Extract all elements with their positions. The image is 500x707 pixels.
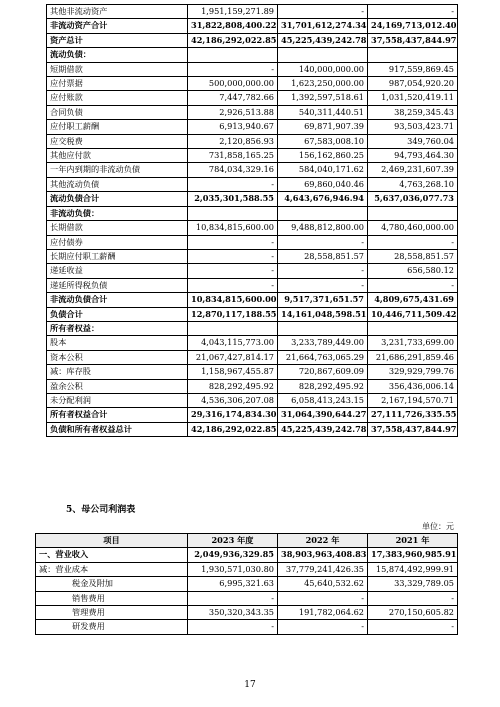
value-2022: - xyxy=(278,235,368,249)
row-label: 应付职工薪酬 xyxy=(47,120,188,134)
value-2022: 191,782,064.62 xyxy=(278,606,368,620)
value-2023: 731,858,165.25 xyxy=(188,149,278,163)
header-item: 项目 xyxy=(36,534,188,548)
table-row xyxy=(36,577,458,591)
value-2021: 94,793,464.30 xyxy=(368,149,458,163)
value-2023: - xyxy=(188,620,278,634)
value-2023: 29,316,174,834.30 xyxy=(188,408,278,422)
balance-sheet-table xyxy=(46,4,458,437)
table-row xyxy=(47,19,458,33)
unit-label: 单位：元 xyxy=(422,522,454,531)
row-label: 未分配利润 xyxy=(47,393,188,407)
value-2023: 31,822,808,400.22 xyxy=(188,19,278,33)
value-2021: 4,809,675,431.69 xyxy=(368,293,458,307)
row-label: 负债合计 xyxy=(47,307,188,321)
value-2022: 584,040,171.62 xyxy=(278,163,368,177)
value-2021: - xyxy=(368,235,458,249)
value-2021: 21,686,291,859.46 xyxy=(368,350,458,364)
table-row xyxy=(47,77,458,91)
row-label: 减：库存股 xyxy=(47,365,188,379)
value-2022: 38,903,963,408.83 xyxy=(278,548,368,562)
value-2021: 4,763,268.10 xyxy=(368,177,458,191)
value-2022: - xyxy=(278,278,368,292)
value-2023: 500,000,000.00 xyxy=(188,77,278,91)
value-2022: 14,161,048,598.51 xyxy=(278,307,368,321)
row-label: 非流动资产合计 xyxy=(47,19,188,33)
value-2023: - xyxy=(188,177,278,191)
header-2023: 2023 年度 xyxy=(188,534,278,548)
value-2022: 67,583,008.10 xyxy=(278,134,368,148)
table-row xyxy=(47,336,458,350)
table-row xyxy=(36,591,458,605)
table-row xyxy=(36,562,458,576)
value-2023: 1,930,571,030.80 xyxy=(188,562,278,576)
row-label: 应付票据 xyxy=(47,77,188,91)
value-2021: 987,054,920.20 xyxy=(368,77,458,91)
row-label: 销售费用 xyxy=(36,591,188,605)
value-2023: - xyxy=(188,249,278,263)
row-label: 长期应付职工薪酬 xyxy=(47,249,188,263)
table-row xyxy=(47,206,458,220)
value-2021: 917,559,869.45 xyxy=(368,62,458,76)
value-2022: 828,292,495.92 xyxy=(278,379,368,393)
value-2023: 21,067,427,814.17 xyxy=(188,350,278,364)
row-label: 资本公积 xyxy=(47,350,188,364)
value-2021: 10,446,711,509.42 xyxy=(368,307,458,321)
value-2023: - xyxy=(188,264,278,278)
row-label: 应交税费 xyxy=(47,134,188,148)
value-2021: 28,558,851.57 xyxy=(368,249,458,263)
value-2023: 6,913,940.67 xyxy=(188,120,278,134)
value-2023: 1,158,967,455.87 xyxy=(188,365,278,379)
table-row xyxy=(47,235,458,249)
value-2021: 2,167,194,570.71 xyxy=(368,393,458,407)
value-2022: 140,000,000.00 xyxy=(278,62,368,76)
table-row xyxy=(36,548,458,562)
value-2022 xyxy=(278,48,368,62)
table-row xyxy=(47,379,458,393)
table-row xyxy=(47,221,458,235)
row-label: 短期借款 xyxy=(47,62,188,76)
value-2023: 7,447,782.66 xyxy=(188,91,278,105)
table-row xyxy=(47,293,458,307)
value-2021: 356,436,006.14 xyxy=(368,379,458,393)
row-label: 税金及附加 xyxy=(36,577,188,591)
value-2023: 2,120,856.93 xyxy=(188,134,278,148)
row-label: 盈余公积 xyxy=(47,379,188,393)
income-statement-header-row xyxy=(36,534,458,548)
table-row xyxy=(47,33,458,47)
table-row xyxy=(47,163,458,177)
value-2023: 10,834,815,600.00 xyxy=(188,293,278,307)
table-row xyxy=(47,177,458,191)
income-statement-body xyxy=(36,548,458,634)
value-2021: 17,383,960,985.91 xyxy=(368,548,458,562)
value-2021: 93,503,423.71 xyxy=(368,120,458,134)
value-2022: 9,517,371,651.57 xyxy=(278,293,368,307)
row-label: 其他非流动资产 xyxy=(47,5,188,19)
value-2021 xyxy=(368,48,458,62)
table-row xyxy=(47,393,458,407)
value-2023 xyxy=(188,48,278,62)
value-2021: 270,150,605.82 xyxy=(368,606,458,620)
value-2023: 350,320,343.35 xyxy=(188,606,278,620)
table-row xyxy=(47,422,458,436)
value-2022: 69,871,907.39 xyxy=(278,120,368,134)
value-2023: 42,186,292,022.85 xyxy=(188,422,278,436)
value-2023: 1,951,159,271.89 xyxy=(188,5,278,19)
value-2022: 4,643,676,946.94 xyxy=(278,192,368,206)
row-label: 研发费用 xyxy=(36,620,188,634)
value-2022: 540,311,440.51 xyxy=(278,105,368,119)
table-row xyxy=(47,408,458,422)
value-2023: 4,536,306,207.08 xyxy=(188,393,278,407)
row-label: 应付账款 xyxy=(47,91,188,105)
table-row xyxy=(47,307,458,321)
value-2023: 2,035,301,588.55 xyxy=(188,192,278,206)
value-2022: 28,558,851.57 xyxy=(278,249,368,263)
value-2023: 6,995,321.63 xyxy=(188,577,278,591)
value-2022: 156,162,860.25 xyxy=(278,149,368,163)
value-2023: 10,834,815,600.00 xyxy=(188,221,278,235)
table-row xyxy=(47,278,458,292)
value-2023: 4,043,115,773.00 xyxy=(188,336,278,350)
table-row xyxy=(47,120,458,134)
value-2023: 784,034,329.16 xyxy=(188,163,278,177)
value-2021 xyxy=(368,206,458,220)
value-2021: - xyxy=(368,591,458,605)
value-2022: 3,233,789,449.00 xyxy=(278,336,368,350)
row-label: 长期借款 xyxy=(47,221,188,235)
header-2022: 2022 年 xyxy=(278,534,368,548)
value-2023: - xyxy=(188,278,278,292)
value-2022: 1,392,597,518.61 xyxy=(278,91,368,105)
header-2021: 2021 年 xyxy=(368,534,458,548)
row-label: 一年内到期的非流动负债 xyxy=(47,163,188,177)
table-row xyxy=(47,249,458,263)
value-2021: 27,111,726,335.55 xyxy=(368,408,458,422)
row-label: 其他流动负债 xyxy=(47,177,188,191)
value-2023: 2,926,513.88 xyxy=(188,105,278,119)
value-2021: - xyxy=(368,620,458,634)
value-2022 xyxy=(278,206,368,220)
value-2022: 31,701,612,274.34 xyxy=(278,19,368,33)
value-2021: 15,874,492,999.91 xyxy=(368,562,458,576)
row-label: 流动负债合计 xyxy=(47,192,188,206)
income-statement-table xyxy=(35,533,458,635)
value-2022: 6,058,413,243.15 xyxy=(278,393,368,407)
value-2021: 37,558,437,844.97 xyxy=(368,422,458,436)
value-2021: 4,780,460,000.00 xyxy=(368,221,458,235)
value-2023: 12,870,117,188.55 xyxy=(188,307,278,321)
value-2023: 2,049,936,329.85 xyxy=(188,548,278,562)
table-row xyxy=(47,365,458,379)
value-2022: 9,488,812,800.00 xyxy=(278,221,368,235)
row-label: 非流动负债： xyxy=(47,206,188,220)
table-row xyxy=(47,321,458,335)
value-2021: 5,637,036,077.73 xyxy=(368,192,458,206)
value-2021: 656,580.12 xyxy=(368,264,458,278)
table-row xyxy=(36,620,458,634)
table-row xyxy=(47,62,458,76)
value-2022 xyxy=(278,321,368,335)
value-2021: 33,329,789.05 xyxy=(368,577,458,591)
value-2022: 720,867,609.09 xyxy=(278,365,368,379)
income-statement-title: 5、母公司利润表 xyxy=(66,505,136,515)
row-label: 所有者权益合计 xyxy=(47,408,188,422)
row-label: 资产总计 xyxy=(47,33,188,47)
table-row xyxy=(36,606,458,620)
value-2022: - xyxy=(278,620,368,634)
row-label: 递延收益 xyxy=(47,264,188,278)
value-2022: - xyxy=(278,5,368,19)
table-row xyxy=(47,264,458,278)
value-2023: 42,186,292,022.85 xyxy=(188,33,278,47)
row-label: 所有者权益： xyxy=(47,321,188,335)
value-2022: 31,064,390,644.27 xyxy=(278,408,368,422)
value-2021: 38,259,345.43 xyxy=(368,105,458,119)
table-row xyxy=(47,149,458,163)
row-label: 一、营业收入 xyxy=(36,548,188,562)
page-number: 17 xyxy=(244,680,256,690)
table-row xyxy=(47,48,458,62)
value-2021: - xyxy=(368,278,458,292)
value-2021: - xyxy=(368,5,458,19)
row-label: 管理费用 xyxy=(36,606,188,620)
value-2023 xyxy=(188,206,278,220)
value-2021: 1,031,520,419.11 xyxy=(368,91,458,105)
table-row xyxy=(47,350,458,364)
value-2022: 45,225,439,242.78 xyxy=(278,422,368,436)
value-2022: - xyxy=(278,264,368,278)
value-2022: 37,779,241,426.35 xyxy=(278,562,368,576)
row-label: 应付债券 xyxy=(47,235,188,249)
value-2021: 349,760.04 xyxy=(368,134,458,148)
row-label: 合同负债 xyxy=(47,105,188,119)
value-2023: - xyxy=(188,62,278,76)
value-2022: 45,640,532.62 xyxy=(278,577,368,591)
value-2022: 69,860,040.46 xyxy=(278,177,368,191)
table-row xyxy=(47,105,458,119)
value-2023 xyxy=(188,321,278,335)
table-row xyxy=(47,192,458,206)
value-2022: 45,225,439,242.78 xyxy=(278,33,368,47)
value-2023: 828,292,495.92 xyxy=(188,379,278,393)
value-2023: - xyxy=(188,235,278,249)
value-2021: 37,558,437,844.97 xyxy=(368,33,458,47)
table-row xyxy=(47,5,458,19)
value-2021 xyxy=(368,321,458,335)
row-label: 股本 xyxy=(47,336,188,350)
balance-sheet-body xyxy=(47,5,458,437)
value-2021: 3,231,733,699.00 xyxy=(368,336,458,350)
table-row xyxy=(47,134,458,148)
value-2022: 21,664,763,065.29 xyxy=(278,350,368,364)
row-label: 其他应付款 xyxy=(47,149,188,163)
value-2022: 1,623,250,000.00 xyxy=(278,77,368,91)
value-2021: 329,929,799.76 xyxy=(368,365,458,379)
table-row xyxy=(47,91,458,105)
value-2022: - xyxy=(278,591,368,605)
row-label: 负债和所有者权益总计 xyxy=(47,422,188,436)
value-2021: 24,169,713,012.40 xyxy=(368,19,458,33)
row-label: 减：营业成本 xyxy=(36,562,188,576)
row-label: 非流动负债合计 xyxy=(47,293,188,307)
value-2021: 2,469,231,607.39 xyxy=(368,163,458,177)
row-label: 递延所得税负债 xyxy=(47,278,188,292)
row-label: 流动负债： xyxy=(47,48,188,62)
value-2023: - xyxy=(188,591,278,605)
